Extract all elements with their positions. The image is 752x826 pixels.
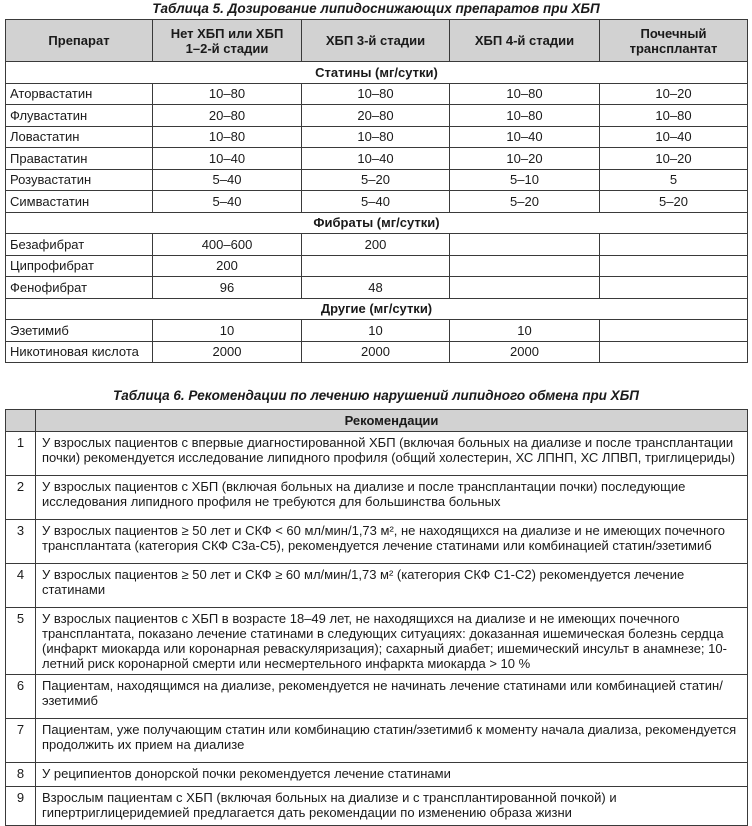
recommendation-row	[6, 787, 748, 826]
dose-cell: 10–80	[450, 83, 600, 105]
table-row	[6, 277, 748, 299]
drug-name-cell: Никотиновая кислота	[6, 341, 153, 363]
table-row	[6, 191, 748, 213]
recommendation-text: Пациентам, находящимся на диализе, рекомендуется не начинать лечение статинами или комбинацией статин/эзетимиб	[36, 675, 748, 719]
drug-name-cell: Правастатин	[6, 148, 153, 170]
dose-cell	[450, 277, 600, 299]
dose-cell: 5–40	[153, 169, 302, 191]
recommendation-row	[6, 564, 748, 608]
recommendation-number: 6	[6, 675, 36, 719]
col-header-transplant	[600, 20, 748, 62]
col-header-ckd4: ХБП 4-й стадии	[450, 20, 600, 62]
drug-name-cell: Фенофибрат	[6, 277, 153, 299]
recommendation-number: 2	[6, 476, 36, 520]
dose-cell: 5–40	[302, 191, 450, 213]
dose-cell: 10–20	[600, 83, 748, 105]
table-row	[6, 83, 748, 105]
dose-cell: 10–80	[153, 126, 302, 148]
dose-cell: 400–600	[153, 234, 302, 256]
recommendation-row	[6, 476, 748, 520]
table-row	[6, 341, 748, 363]
recommendation-number: 1	[6, 432, 36, 476]
recommendation-row	[6, 608, 748, 675]
dose-cell: 5–20	[302, 169, 450, 191]
dose-cell: 10	[450, 320, 600, 342]
dose-cell	[600, 341, 748, 363]
drug-group-title: Другие (мг/сутки)	[6, 298, 748, 320]
col-header-ckd3: ХБП 3-й стадии	[302, 20, 450, 62]
col-header-ckd12	[153, 20, 302, 62]
drug-name-cell: Ловастатин	[6, 126, 153, 148]
recommendation-row	[6, 432, 748, 476]
table-row	[6, 126, 748, 148]
dosing-table-body	[6, 62, 748, 363]
dose-cell: 200	[153, 255, 302, 277]
dose-cell: 10–80	[302, 126, 450, 148]
dose-cell: 10–40	[302, 148, 450, 170]
table-row	[6, 255, 748, 277]
dose-cell: 10–40	[600, 126, 748, 148]
recommendation-text: У взрослых пациентов с впервые диагностированной ХБП (включая больных на диализе и после трансплантации почки) рекомендуется исследование липидного профиля (общий холестерин, ХС ЛПНП, ХС ЛПВП, триглицериды)	[36, 432, 748, 476]
dose-cell	[600, 234, 748, 256]
dose-cell: 10–80	[153, 83, 302, 105]
dose-cell: 96	[153, 277, 302, 299]
table-row	[6, 169, 748, 191]
dose-cell	[600, 320, 748, 342]
col-header-ckd12-text: Нет ХБП или ХБП 1–2-й стадии	[170, 25, 284, 56]
drug-name-cell: Флувастатин	[6, 105, 153, 127]
dose-cell: 5	[600, 169, 748, 191]
dose-cell: 10–20	[450, 148, 600, 170]
dose-cell	[450, 255, 600, 277]
recommendation-row	[6, 763, 748, 787]
recommendation-number: 4	[6, 564, 36, 608]
drug-group-row	[6, 298, 748, 320]
dose-cell: 2000	[450, 341, 600, 363]
drug-group-row	[6, 62, 748, 84]
dose-cell: 10–80	[600, 105, 748, 127]
dose-cell	[450, 234, 600, 256]
recommendation-text: Взрослым пациентам с ХБП (включая больных на диализе и с трансплантированной почкой) и гипертриглицеридемией предлагается дать рекомендации по изменению образа жизни	[36, 787, 748, 826]
dose-cell: 10–40	[153, 148, 302, 170]
recommendation-number: 7	[6, 719, 36, 763]
col-header-transplant-text: Почечный трансплантат	[629, 25, 718, 56]
dose-cell: 5–10	[450, 169, 600, 191]
dose-cell	[600, 277, 748, 299]
col-header-drug: Препарат	[6, 20, 153, 62]
recommendation-number: 5	[6, 608, 36, 675]
dose-cell: 10–80	[450, 105, 600, 127]
drug-name-cell: Аторвастатин	[6, 83, 153, 105]
recommendations-table	[5, 409, 748, 826]
dose-cell: 10–80	[302, 83, 450, 105]
table-row	[6, 148, 748, 170]
recommendation-text: У взрослых пациентов с ХБП в возрасте 18–49 лет, не находящихся на диализе и не имеющих почечного трансплантата, показано лечение статинами в следующих ситуациях: доказанная ишемическая болезнь сердца (инфаркт миокарда или коронарная реваскуляризация); сахарный диабет; ишемический инсульт в анамнезе; 10-летний риск коронарной смерти или несмертельного инфаркта миокарда > 10 %	[36, 608, 748, 675]
table-row	[6, 234, 748, 256]
dose-cell: 200	[302, 234, 450, 256]
recommendations-num-header	[6, 410, 36, 432]
recommendation-row	[6, 719, 748, 763]
dosing-table-header-row	[6, 20, 748, 62]
dose-cell: 5–20	[450, 191, 600, 213]
dose-cell: 5–40	[153, 191, 302, 213]
dose-cell: 20–80	[302, 105, 450, 127]
dose-cell: 20–80	[153, 105, 302, 127]
recommendation-number: 3	[6, 520, 36, 564]
drug-name-cell: Эзетимиб	[6, 320, 153, 342]
drug-name-cell: Симвастатин	[6, 191, 153, 213]
drug-group-row	[6, 212, 748, 234]
drug-group-title: Статины (мг/сутки)	[6, 62, 748, 84]
recommendation-row	[6, 675, 748, 719]
recommendation-text: У реципиентов донорской почки рекомендуется лечение статинами	[36, 763, 748, 787]
recommendation-row	[6, 520, 748, 564]
drug-name-cell: Розувастатин	[6, 169, 153, 191]
recommendation-text: У взрослых пациентов ≥ 50 лет и СКФ < 60 мл/мин/1,73 м², не находящихся на диализе и не имеющих почечного трансплантата (категория СКФ С3а-С5), рекомендуется лечение статинами или комбинацией статин/эзетимиб	[36, 520, 748, 564]
drug-name-cell: Безафибрат	[6, 234, 153, 256]
recommendation-number: 9	[6, 787, 36, 826]
dosing-table	[5, 19, 748, 363]
dose-cell: 10	[302, 320, 450, 342]
drug-name-cell: Ципрофибрат	[6, 255, 153, 277]
dose-cell: 48	[302, 277, 450, 299]
dose-cell: 2000	[153, 341, 302, 363]
dose-cell: 10–20	[600, 148, 748, 170]
dose-cell: 5–20	[600, 191, 748, 213]
dose-cell: 10	[153, 320, 302, 342]
table-row	[6, 105, 748, 127]
dose-cell	[600, 255, 748, 277]
recommendation-text: Пациентам, уже получающим статин или комбинацию статин/эзетимиб к моменту начала диализа, рекомендуется продолжить их прием на диализе	[36, 719, 748, 763]
drug-group-title: Фибраты (мг/сутки)	[6, 212, 748, 234]
recommendation-number: 8	[6, 763, 36, 787]
table5-caption: Таблица 5. Дозирование липидоснижающих препаратов при ХБП	[152, 1, 600, 16]
recommendations-body	[6, 432, 748, 826]
recommendation-text: У взрослых пациентов с ХБП (включая больных на диализе и после трансплантации почки) последующие исследования липидного профиля не требуются для большинства больных	[36, 476, 748, 520]
table-row	[6, 320, 748, 342]
table6-caption: Таблица 6. Рекомендации по лечению нарушений липидного обмена при ХБП	[113, 388, 639, 403]
recommendation-text: У взрослых пациентов ≥ 50 лет и СКФ ≥ 60 мл/мин/1,73 м² (категория СКФ С1-С2) рекомендуется лечение статинами	[36, 564, 748, 608]
recommendations-header: Рекомендации	[36, 410, 748, 432]
dose-cell: 10–40	[450, 126, 600, 148]
recommendations-header-row	[6, 410, 748, 432]
dose-cell: 2000	[302, 341, 450, 363]
dose-cell	[302, 255, 450, 277]
